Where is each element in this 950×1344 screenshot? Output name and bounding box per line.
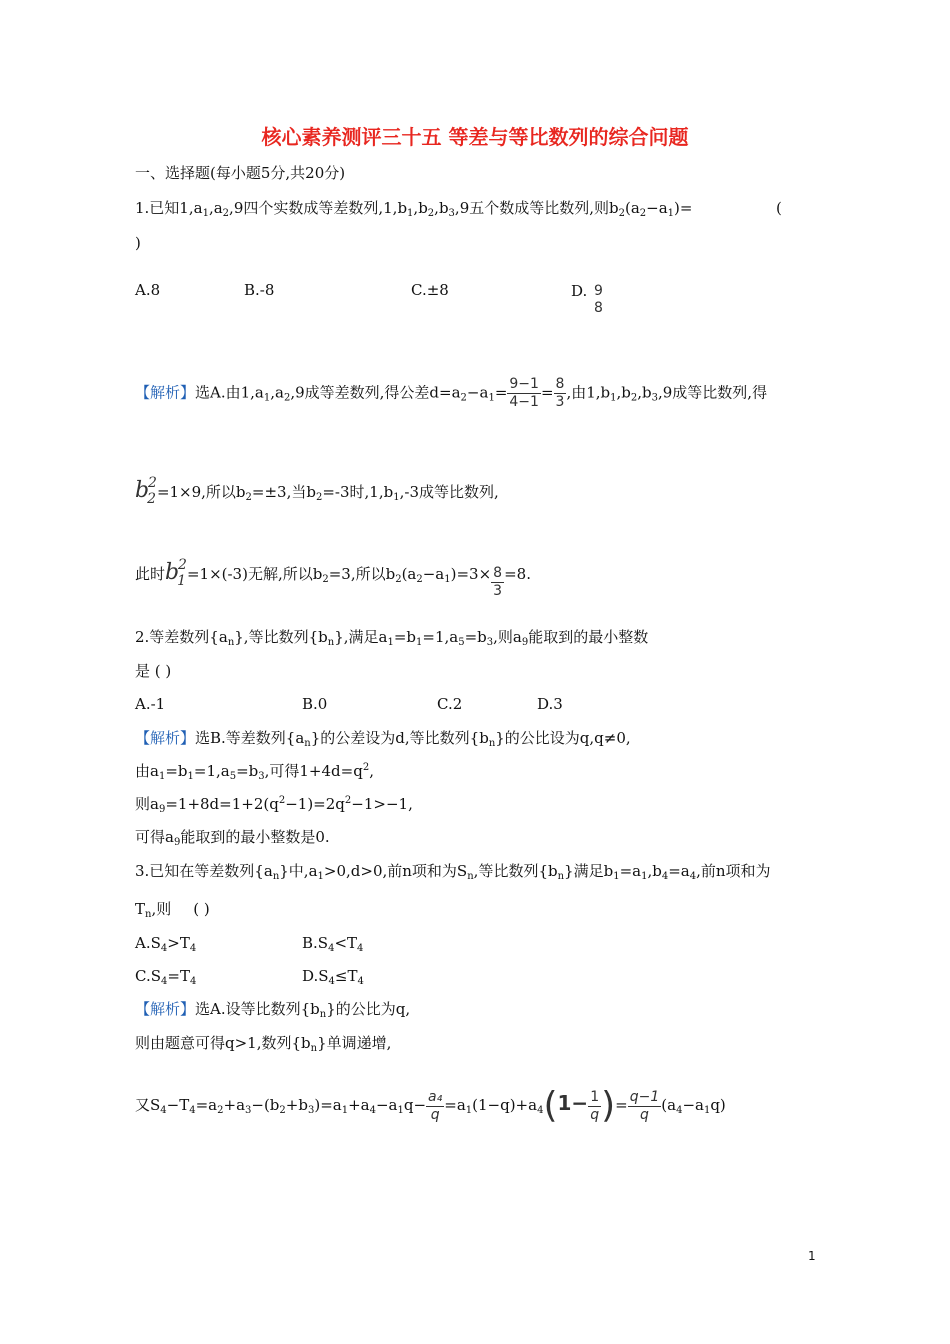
q2-solution-line2: 由$a_1=b_1=1,a_5=b_3$,可得$1+4d=q^2$, [135,762,374,782]
q3-solution-line2: 则由题意可得q>1,数列$\{b_n\}$单调递增, [135,1034,392,1054]
q1-option-b: B.-8 [244,281,275,299]
q1-stem: 1.已知$1,a_1,a_2,9$四个实数成等差数列$,1,b_1,b_2,b_3,9$五个数成等比数列,则$b_2(a_2-a_1)=$ [135,199,693,219]
q3-option-a: $A.S_4>T_4$ [135,934,197,954]
q2-option-d: D.3 [537,695,563,713]
fraction: $\frac{\text{a₄}}{q}$ [428,1088,443,1123]
q2-stem-line2: 是 ( ) [135,662,172,680]
q2-stem-line1: 2.等差数列$\{a_n\}$,等比数列$\{b_n\}$,满足$a_1=b_1=1,a_5=b_3$,则$a_9$能取到的最小整数 [135,628,649,648]
q1-option-c: C.±8 [411,281,449,299]
fraction: 9 8 [594,283,603,316]
q1-option-a: A.8 [135,281,161,299]
q2-solution-line4: 可得$a_9$能取到的最小整数是0. [135,828,330,848]
fraction: $\frac{q-1}{q}$ [629,1088,660,1123]
math-b2-squared: $b_2^2$ [135,475,157,507]
q3-option-d: $D.S_4\le T_4$ [302,967,364,987]
q2-option-b: B.0 [302,695,328,713]
page-title: 核心素养测评三十五 等差与等比数列的综合问题 [261,125,689,149]
analysis-tag: 【解析】 [135,1000,196,1018]
q2-option-a: A.-1 [135,695,166,713]
q3-stem-line1: 3.已知在等差数列$\{a_n\}$中$,a_1>0,d>0$,前n项和为$S_n$,等比数列$\{b_n\}$满足$b_1=a_1,b_4=a_4$,前n项和为 [135,862,771,882]
right-paren: ) [601,1085,616,1126]
fraction: $\frac{8}{3}$ [555,376,565,410]
q2-option-c: C.2 [437,695,463,713]
q3-solution-line1: 【解析】选A.设等比数列$\{b_n\}$的公比为q, [135,1000,411,1020]
q2-solution-line3: 则$a_9=1+8d=1+2(q^2-1)=2q^2-1>-1$, [135,795,413,815]
q3-option-b: $B.S_4<T_4$ [302,934,364,954]
q1-solution-line3: 此时$b_1^2=1\times(-3)$无解,所以$b_2=3$,所以$b_2(a_2-a_1)=3\times$ $\frac{8}{3}$ =8. [135,557,531,599]
q2-solution-line1: 【解析】选B.等差数列$\{a_n\}$的公差设为d,等比数列$\{b_n\}$的公比设为q,q≠0, [135,729,631,749]
math-b1-squared: $b_1^2$ [165,557,187,589]
q1-blank-close: ) [135,234,141,252]
q1-solution-line2: $b_2^2=1\times 9$,所以$b_2=\pm 3$,当$b_2=-3$时$,1,b_1,-3$成等比数列, [135,475,499,507]
q1-option-d: D. 9 8 [571,282,603,316]
section-heading: 一、选择题(每小题5分,共20分) [135,164,346,182]
left-paren: ( [543,1085,558,1126]
analysis-tag: 【解析】 [135,383,196,402]
page-number: 1 [808,1249,816,1263]
q3-option-c: $C.S_4=T_4$ [135,967,197,987]
q1-solution-line1: 【解析】选A.由$1,a_1,a_2,9$成等差数列,得公差$d=a_2-a_1=$ $\frac{9-1}{4-1}$ = $\frac{8}{3}$ ,由$1,b_1,b_2,b_3,9$成等比数列,得 [135,376,768,410]
q1-blank-open: ( [776,199,782,217]
q3-solution-line3: 又$S_4-T_4=a_2+a_3-(b_2+b_3)=a_1+a_4-a_1q-$ $\frac{\text{a₄}}{q}$ $=a_1(1-q)+a_4(1-$ $\frac{1}{q}$ )= $\frac{q-1}{q}$ $(a_4-a_1q)$ [135,1085,726,1126]
fraction: $\frac{8}{3}$ [493,565,503,599]
q3-stem-line2: $T_n$,则 ( ) [135,900,210,920]
analysis-tag: 【解析】 [135,729,196,747]
fraction: $\frac{9-1}{4-1}$ [509,376,539,410]
fraction: $\frac{1}{q}$ [590,1088,600,1123]
